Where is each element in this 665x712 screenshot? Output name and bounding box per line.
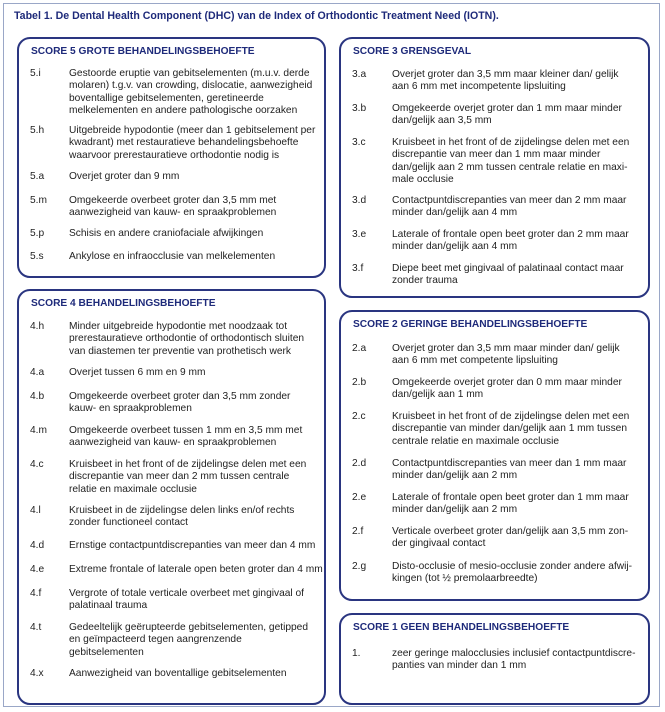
item-number: 2.g bbox=[352, 561, 367, 572]
item-number: 3.e bbox=[352, 229, 367, 240]
item-number: 4.b bbox=[30, 391, 45, 402]
item-number: 5.s bbox=[30, 251, 44, 262]
item-text: Omgekeerde overbeet groter dan 3,5 mm met aanwezigheid van kauw- en spraakproblemen bbox=[69, 195, 277, 219]
item-number: 4.h bbox=[30, 321, 45, 332]
item-number: 4.x bbox=[30, 668, 44, 679]
item-number: 5.a bbox=[30, 171, 45, 182]
item-number: 2.a bbox=[352, 343, 367, 354]
score-5-title: SCORE 5 GROTE BEHANDELINGSBEHOEFTE bbox=[31, 46, 255, 57]
item-number: 4.l bbox=[30, 505, 41, 516]
item-text: Laterale of frontale open beet groter dan 1 mm maar minder dan/gelijk aan 2 mm bbox=[392, 492, 629, 516]
item-number: 3.b bbox=[352, 103, 367, 114]
item-number: 4.c bbox=[30, 459, 44, 470]
item-text: Minder uitgebreide hypodontie met noodzaak tot prerestauratieve orthodontie of orthodontisch sluiten van diastemen ter preventie van prothetisch werk bbox=[69, 321, 305, 357]
score-5-box bbox=[17, 37, 326, 278]
item-text: zeer geringe malocclusies inclusief contactpuntdiscre- panties van minder dan 1 mm bbox=[392, 648, 636, 672]
item-number: 4.m bbox=[30, 425, 47, 436]
item-number: 4.t bbox=[30, 622, 42, 633]
item-number: 3.a bbox=[352, 69, 367, 80]
item-text: Disto-occlusie of mesio-occlusie zonder andere afwij- kingen (tot ½ premolaarbreedte) bbox=[392, 561, 633, 585]
score-1-title: SCORE 1 GEEN BEHANDELINGSBEHOEFTE bbox=[353, 622, 570, 633]
item-text: Gestoorde eruptie van gebitselementen (m.u.v. derde molaren) t.g.v. van crowding, dislocatie, aanwezigheid boventallige gebitselementen, geretineerde melkelementen en andere pathologische oorzaken bbox=[69, 68, 313, 117]
item-text: Uitgebreide hypodontie (meer dan 1 gebitselement per kwadrant) met restauratieve behandelingsbehoefte waarvoor prerestauratieve orthodontie nodig is bbox=[69, 125, 316, 161]
item-text: Overjet groter dan 9 mm bbox=[69, 171, 180, 182]
item-text: Schisis en andere craniofaciale afwijkingen bbox=[69, 228, 264, 239]
item-number: 4.d bbox=[30, 540, 45, 551]
score-4-box bbox=[17, 289, 326, 705]
item-number: 5.m bbox=[30, 195, 47, 206]
item-text: Omgekeerde overjet groter dan 0 mm maar minder dan/gelijk aan 1 mm bbox=[392, 377, 622, 401]
item-text: Overjet groter dan 3,5 mm maar minder dan/ gelijk aan 6 mm met competente lipsluiting bbox=[392, 343, 620, 367]
score-3-title: SCORE 3 GRENSGEVAL bbox=[353, 46, 472, 57]
item-text: Diepe beet met gingivaal of palatinaal contact maar zonder trauma bbox=[392, 263, 624, 287]
item-number: 4.e bbox=[30, 564, 45, 575]
item-text: Extreme frontale of laterale open beten groter dan 4 mm bbox=[69, 564, 323, 575]
score-1-box bbox=[339, 613, 650, 705]
item-number: 2.c bbox=[352, 411, 366, 422]
item-number: 2.d bbox=[352, 458, 367, 469]
item-text: Laterale of frontale open beet groter dan 2 mm maar minder dan/gelijk aan 4 mm bbox=[392, 229, 629, 253]
item-number: 5.h bbox=[30, 125, 45, 136]
item-text: Omgekeerde overbeet tussen 1 mm en 3,5 mm met aanwezigheid van kauw- en spraakproblemen bbox=[69, 425, 303, 449]
item-number: 5.i bbox=[30, 68, 41, 79]
item-text: Verticale overbeet groter dan/gelijk aan 3,5 mm zon- der gingivaal contact bbox=[392, 526, 629, 550]
item-text: Kruisbeet in de zijdelingse delen links en/of rechts zonder functioneel contact bbox=[69, 505, 295, 529]
item-number: 2.e bbox=[352, 492, 367, 503]
item-number: 3.f bbox=[352, 263, 364, 274]
item-text: Ankylose en infraocclusie van melkelementen bbox=[69, 251, 276, 262]
item-text: Kruisbeet in het front of de zijdelingse delen met een discrepantie van meer dan 1 mm maar minder dan/gelijk aan 2 mm tussen centrale relatie en maxi- male occlusie bbox=[392, 137, 630, 186]
item-number: 1. bbox=[352, 648, 361, 659]
item-number: 5.p bbox=[30, 228, 45, 239]
score-2-box bbox=[339, 310, 650, 601]
item-text: Ernstige contactpuntdiscrepanties van meer dan 4 mm bbox=[69, 540, 316, 551]
item-text: Kruisbeet in het front of de zijdelingse delen met een discrepantie van minder dan/gelijk aan 1 mm tussen centrale relatie en maximale occlusie bbox=[392, 411, 630, 447]
item-number: 3.c bbox=[352, 137, 366, 148]
item-text: Contactpuntdiscrepanties van meer dan 1 mm maar minder dan/gelijk aan 2 mm bbox=[392, 458, 627, 482]
item-number: 3.d bbox=[352, 195, 367, 206]
item-text: Gedeeltelijk geërupteerde gebitselementen, getipped en geïmpacteerd tegen aangrenzende gebitselementen bbox=[69, 622, 309, 658]
item-text: Overjet groter dan 3,5 mm maar kleiner dan/ gelijk aan 6 mm met incompetente lipsluiting bbox=[392, 69, 619, 93]
item-number: 2.b bbox=[352, 377, 367, 388]
item-text: Contactpuntdiscrepanties van meer dan 2 mm maar minder dan/gelijk aan 4 mm bbox=[392, 195, 627, 219]
item-text: Overjet tussen 6 mm en 9 mm bbox=[69, 367, 206, 378]
table-title: Tabel 1. De Dental Health Component (DHC) van de Index of Orthodontic Treatment Need (IOTN). bbox=[14, 10, 499, 22]
score-2-title: SCORE 2 GERINGE BEHANDELINGSBEHOEFTE bbox=[353, 319, 588, 330]
score-3-box bbox=[339, 37, 650, 298]
item-number: 4.a bbox=[30, 367, 45, 378]
score-4-title: SCORE 4 BEHANDELINGSBEHOEFTE bbox=[31, 298, 216, 309]
item-text: Aanwezigheid van boventallige gebitselementen bbox=[69, 668, 287, 679]
item-text: Vergrote of totale verticale overbeet met gingivaal of palatinaal trauma bbox=[69, 588, 305, 612]
item-text: Kruisbeet in het front of de zijdelingse delen met een discrepantie van meer dan 2 mm tussen centrale relatie en maximale occlusie bbox=[69, 459, 307, 495]
item-number: 4.f bbox=[30, 588, 42, 599]
item-number: 2.f bbox=[352, 526, 364, 537]
item-text: Omgekeerde overjet groter dan 1 mm maar minder dan/gelijk aan 3,5 mm bbox=[392, 103, 622, 127]
item-text: Omgekeerde overbeet groter dan 3,5 mm zonder kauw- en spraakproblemen bbox=[69, 391, 291, 415]
